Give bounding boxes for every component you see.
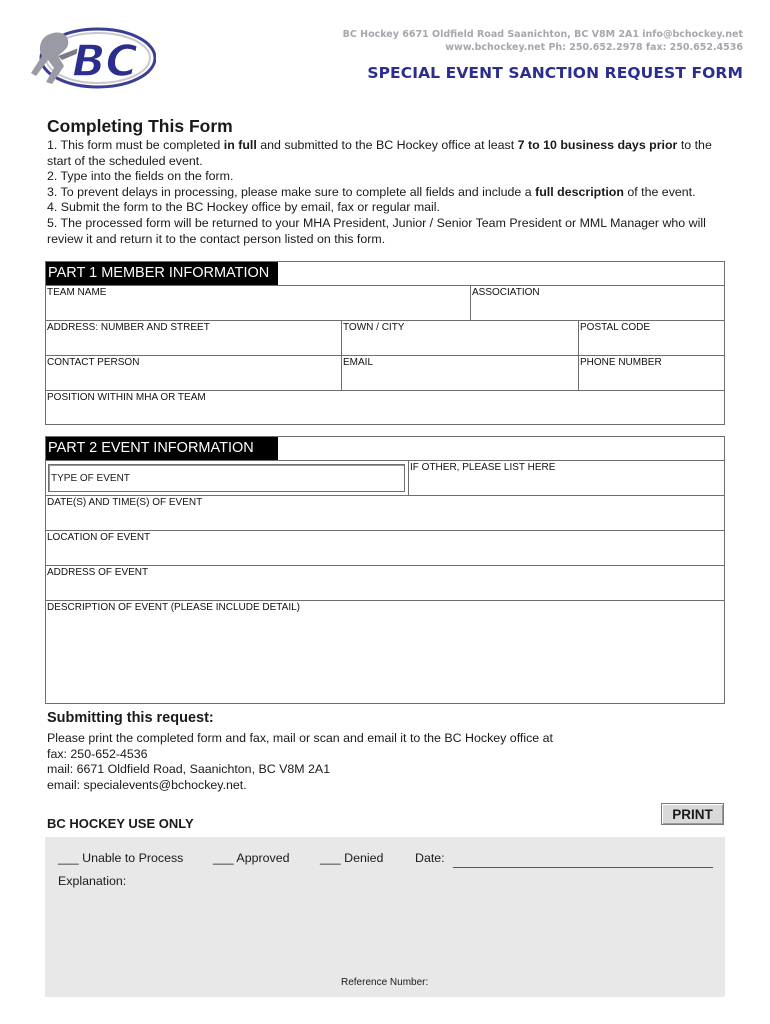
type-of-event-select[interactable]: TYPE OF EVENT: [48, 464, 405, 492]
bc-hockey-logo: [28, 26, 156, 90]
print-button[interactable]: PRINT: [661, 803, 724, 825]
submit-line-1: Please print the completed form and fax, mail or scan and email it to the BC Hockey office at: [47, 731, 553, 745]
association-field[interactable]: ASSOCIATION: [470, 286, 724, 321]
address-field[interactable]: ADDRESS: NUMBER AND STREET: [47, 322, 210, 333]
instruction-2: 2. Type into the fields on the form.: [47, 169, 234, 184]
part2-event-info: [45, 436, 725, 704]
logo-text: BC: [72, 36, 138, 87]
contact-info: [343, 28, 743, 54]
event-dates-field[interactable]: DATE(S) AND TIME(S) OF EVENT: [47, 497, 203, 508]
instructions: [47, 138, 737, 247]
instruction-5: 5. The processed form will be returned to your MHA President, Junior / Senior Team President or MML Manager who will review it and return it to the contact person listed on this form.: [47, 215, 706, 246]
postal-code-field[interactable]: POSTAL CODE: [578, 321, 724, 356]
office-use-section: [45, 837, 725, 997]
event-description-field[interactable]: DESCRIPTION OF EVENT (PLEASE INCLUDE DETAIL): [47, 602, 301, 613]
reference-number-label: Reference Number:: [341, 977, 429, 988]
submit-fax: fax: 250-652-4536: [47, 746, 148, 761]
email-field[interactable]: EMAIL: [341, 356, 578, 391]
phone-number-field[interactable]: PHONE NUMBER: [578, 356, 724, 391]
date-label: Date:: [415, 851, 445, 865]
instruction-3: 3. To prevent delays in processing, please make sure to complete all fields and include a full description of the event.: [47, 184, 696, 199]
explanation-label: Explanation:: [58, 874, 127, 888]
unable-to-process-option: ___ Unable to Process: [58, 851, 184, 865]
team-name-field[interactable]: TEAM NAME: [47, 287, 107, 298]
if-other-field[interactable]: IF OTHER, PLEASE LIST HERE: [408, 461, 724, 496]
town-city-field[interactable]: TOWN / CITY: [341, 321, 578, 356]
event-location-field[interactable]: LOCATION OF EVENT: [47, 532, 151, 543]
submit-mail: mail: 6671 Oldfield Road, Saanichton, BC V8M 2A1: [47, 762, 331, 777]
part1-title: PART 1 MEMBER INFORMATION: [46, 262, 278, 285]
submit-email: email: specialevents@bchockey.net.: [47, 777, 247, 792]
submitting-heading: Submitting this request:: [47, 710, 214, 726]
hockey-player-icon: [28, 26, 156, 90]
part1-member-info: [45, 261, 725, 425]
form-title: SPECIAL EVENT SANCTION REQUEST FORM: [367, 64, 743, 82]
completing-heading: Completing This Form: [47, 116, 233, 136]
contact-person-field[interactable]: CONTACT PERSON: [47, 357, 140, 368]
submitting-instructions: [47, 731, 553, 793]
denied-option: ___ Denied: [320, 851, 384, 865]
approved-option: ___ Approved: [213, 851, 290, 865]
event-address-field[interactable]: ADDRESS OF EVENT: [47, 567, 149, 578]
instruction-4: 4. Submit the form to the BC Hockey office by email, fax or regular mail.: [47, 200, 440, 215]
contact-web-phone: www.bchockey.net Ph: 250.652.2978 fax: 250.652.4536: [445, 42, 743, 53]
date-line: [453, 867, 713, 868]
position-field[interactable]: POSITION WITHIN MHA OR TEAM: [47, 392, 206, 403]
contact-address: BC Hockey 6671 Oldfield Road Saanichton, BC V8M 2A1 info@bchockey.net: [342, 29, 743, 40]
instruction-1: 1. This form must be completed in full and submitted to the BC Hockey office at least 7 to 10 business days prior to the start of the scheduled event.: [47, 138, 712, 168]
office-use-heading: BC HOCKEY USE ONLY: [47, 816, 194, 831]
part2-title: PART 2 EVENT INFORMATION: [46, 437, 278, 460]
